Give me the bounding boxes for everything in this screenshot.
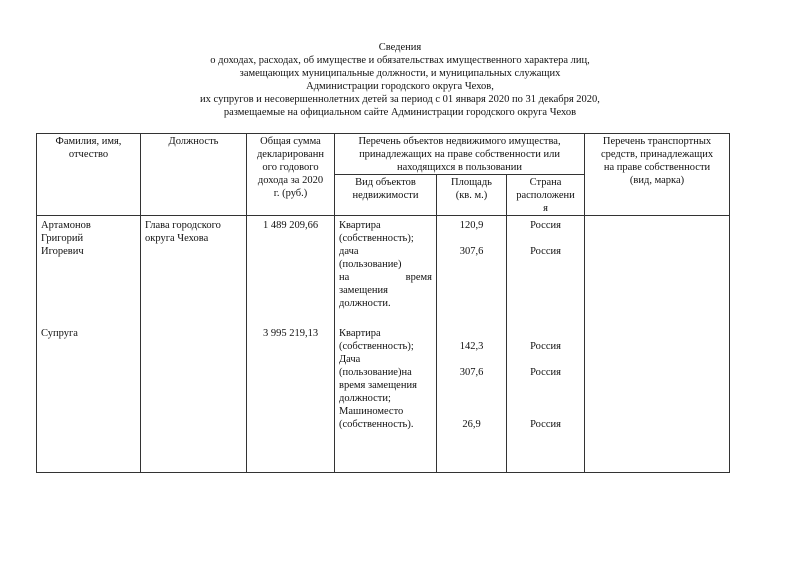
header-realty: Перечень объектов недвижимого имущества, принадлежащих на праве собственности или находящихся в пользовании bbox=[335, 134, 585, 175]
cell-realty-area: 142,3 307,6 26,9 bbox=[437, 324, 507, 473]
heading-line: их супругов и несовершеннолетних детей за период с 01 января 2020 по 31 декабря 2020, bbox=[200, 94, 600, 105]
cell-realty-area: 120,9 307,6 bbox=[437, 216, 507, 325]
header-realty-area: Площадь (кв. м.) bbox=[437, 175, 507, 216]
header-transport: Перечень транспортных средств, принадлежащих на праве собственности (вид, марка) bbox=[585, 134, 730, 216]
header-position: Должность bbox=[141, 134, 247, 216]
cell-position: Глава городского округа Чехова bbox=[141, 216, 247, 325]
header-income: Общая сумма декларированн ого годового дохода за 2020 г. (руб.) bbox=[247, 134, 335, 216]
cell-realty-country: Россия Россия bbox=[507, 216, 585, 325]
cell-fio: Артамонов Григорий Игоревич bbox=[37, 216, 141, 325]
table-row bbox=[37, 216, 730, 325]
header-fio: Фамилия, имя, отчество bbox=[37, 134, 141, 216]
cell-fio: Супруга bbox=[37, 324, 141, 473]
declaration-table bbox=[36, 133, 730, 473]
cell-income: 3 995 219,13 bbox=[247, 324, 335, 473]
document-heading bbox=[100, 41, 700, 119]
table-row bbox=[37, 324, 730, 473]
heading-line: замещающих муниципальные должности, и муниципальных служащих bbox=[239, 68, 561, 79]
cell-realty-type: Квартира (собственность); дача (пользование) на время замещения должности. bbox=[335, 216, 437, 325]
heading-title: Сведения bbox=[378, 42, 422, 53]
cell-transport bbox=[585, 324, 730, 473]
cell-position bbox=[141, 324, 247, 473]
heading-line: Администрации городского округа Чехов, bbox=[306, 81, 494, 92]
heading-line: о доходах, расходах, об имуществе и обязательствах имущественного характера лиц, bbox=[210, 55, 590, 66]
cell-realty-country: Россия Россия Россия bbox=[507, 324, 585, 473]
cell-transport bbox=[585, 216, 730, 325]
header-realty-country: Страна расположени я bbox=[507, 175, 585, 216]
header-row bbox=[37, 134, 730, 175]
cell-income: 1 489 209,66 bbox=[247, 216, 335, 325]
cell-realty-type: Квартира (собственность); Дача (пользование)на время замещения должности; Машиноместо (собственность). bbox=[335, 324, 437, 473]
header-realty-type: Вид объектов недвижимости bbox=[335, 175, 437, 216]
heading-line: размещаемые на официальном сайте Администрации городского округа Чехов bbox=[223, 107, 577, 118]
